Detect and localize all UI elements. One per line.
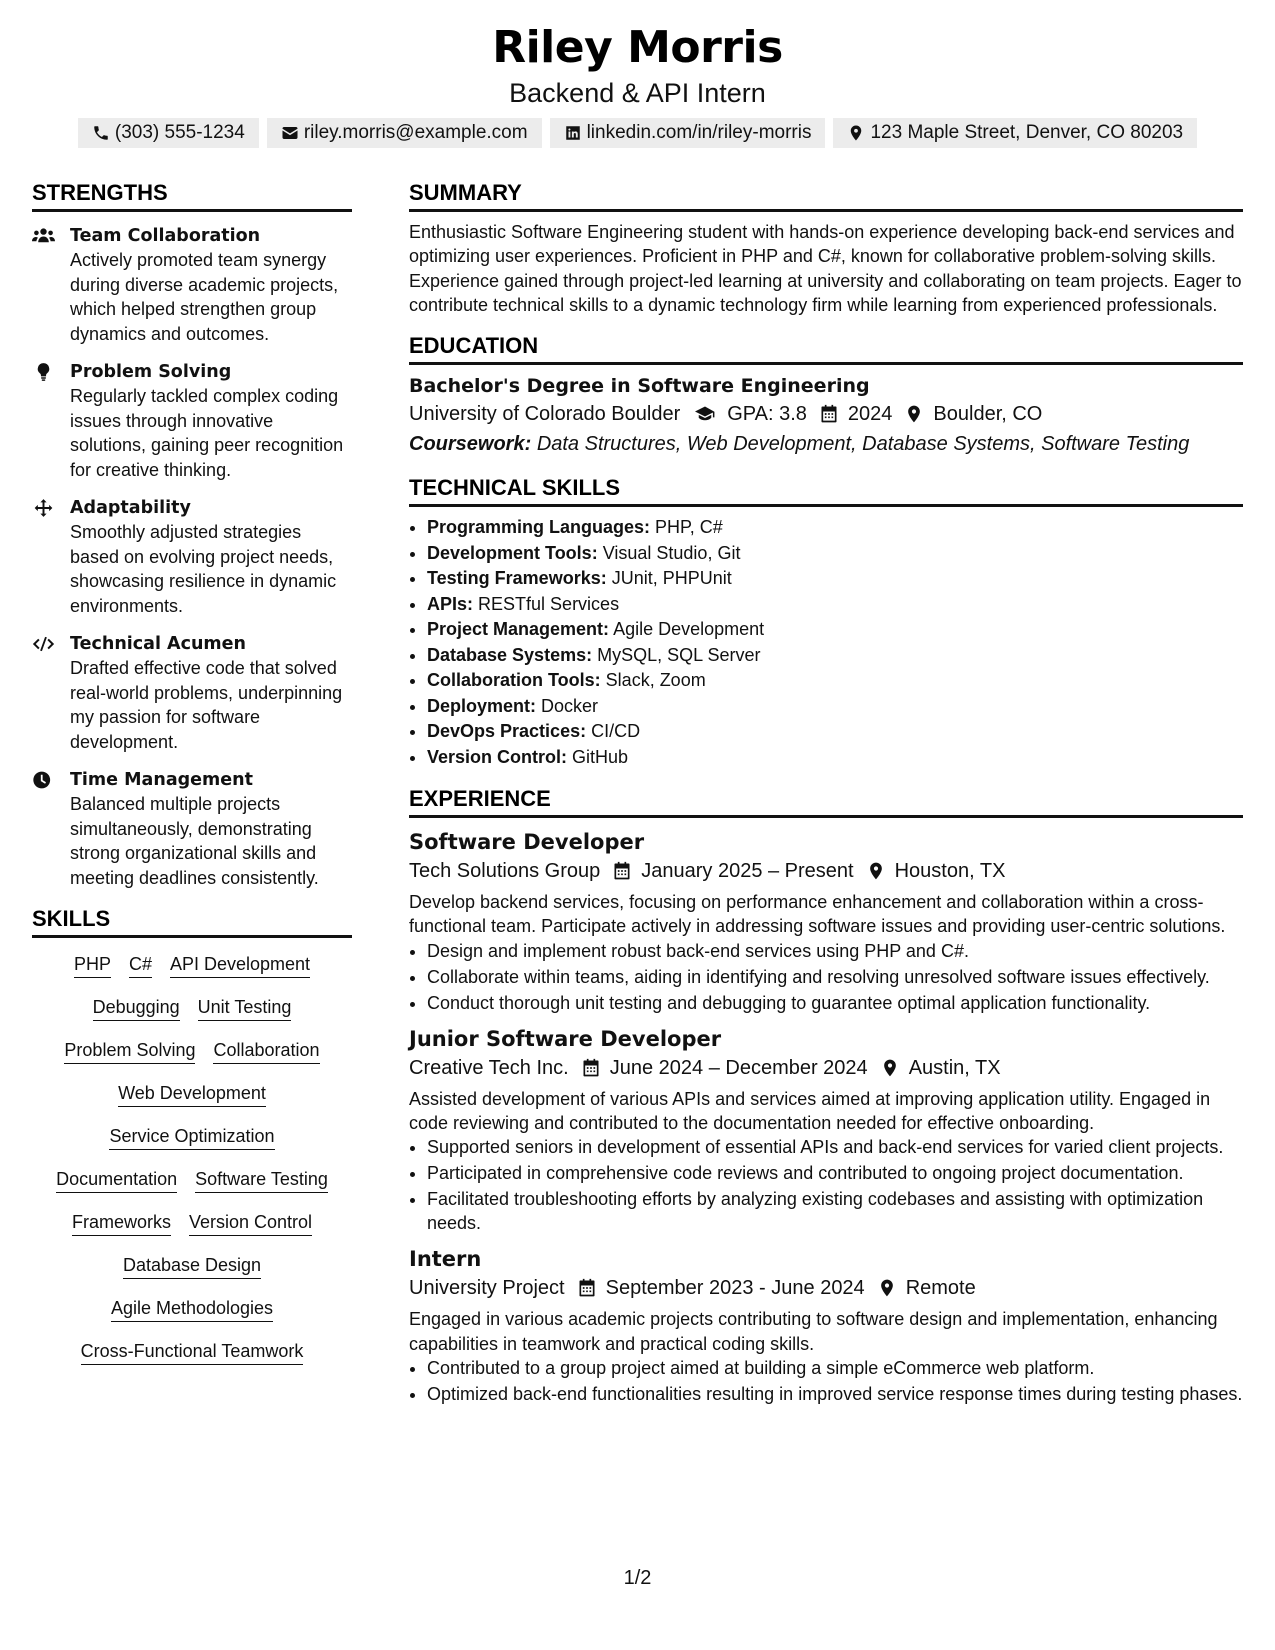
skill-tag: Debugging [93, 995, 180, 1021]
school-location: Boulder, CO [933, 403, 1043, 426]
job-description: Assisted development of various APIs and services aimed at improving application utility. Engaged in code reviewing and contributed to the documentation needed for effective onboarding. [409, 1088, 1211, 1134]
list-item: • Optimized back-end functionalities resulting in improved service response times during testing phases. [427, 1382, 1243, 1406]
phone-icon [92, 124, 110, 142]
location-pin-icon [904, 404, 924, 424]
job-meta [409, 856, 1243, 886]
skill-tag: Unit Testing [198, 995, 292, 1021]
list-item [427, 719, 1243, 745]
list-item: • Contributed to a group project aimed at building a simple eCommerce web platform. [427, 1356, 1243, 1380]
skill-category: Development Tools: [427, 542, 598, 563]
linkedin-icon [564, 124, 582, 142]
calendar-icon [819, 404, 839, 424]
skill-values: GitHub [572, 746, 629, 767]
candidate-role: Backend & API Intern [509, 78, 766, 108]
strength-item [32, 496, 352, 618]
list-item [427, 668, 1243, 694]
skill-tag: Service Optimization [109, 1124, 274, 1150]
strength-item [32, 360, 352, 482]
skill-values: Docker [541, 695, 599, 716]
strength-description: Smoothly adjusted strategies based on evolving project needs, showcasing resilience in dynamic environments. [70, 522, 337, 616]
envelope-icon [281, 124, 299, 142]
list-item [427, 592, 1243, 618]
list-item: • Design and implement robust back-end services using PHP and C#. [427, 939, 1243, 963]
job-dates: June 2024 – December 2024 [609, 1056, 868, 1079]
skill-tag: C# [129, 952, 152, 978]
skill-tag: PHP [74, 952, 111, 978]
experience-heading: EXPERIENCE [409, 784, 1243, 818]
job-title: Software Developer [409, 830, 645, 855]
gpa: GPA: 3.8 [727, 403, 807, 426]
list-item [427, 643, 1243, 669]
skill-tag: Problem Solving [64, 1038, 195, 1064]
job-bullets [409, 939, 1243, 1015]
skills-heading: SKILLS [32, 904, 352, 938]
skill-tag: Software Testing [195, 1167, 328, 1193]
strength-item [32, 768, 352, 890]
calendar-icon [577, 1278, 597, 1298]
skill-values: MySQL, SQL Server [597, 644, 761, 665]
skill-category: Project Management: [427, 619, 610, 640]
skill-values: Visual Studio, Git [602, 542, 741, 563]
strength-title: Technical Acumen [70, 634, 246, 654]
skill-values: PHP, C# [655, 517, 723, 538]
job-bullets [409, 1356, 1243, 1406]
left-column [32, 178, 352, 1382]
skill-tag: API Development [170, 952, 310, 978]
skill-category: Collaboration Tools: [427, 670, 601, 691]
skill-tag: Documentation [56, 1167, 177, 1193]
job-entry [409, 1025, 1243, 1236]
job-title: Intern [409, 1247, 482, 1272]
job-location: Austin, TX [908, 1056, 1001, 1079]
education-heading: EDUCATION [409, 331, 1243, 365]
location-pin-icon [847, 124, 865, 142]
contact-email[interactable] [267, 118, 542, 148]
job-location: Houston, TX [894, 860, 1006, 883]
job-meta [409, 1053, 1243, 1083]
contact-bar [0, 118, 1275, 148]
education-meta [409, 399, 1243, 429]
school-name: University of Colorado Boulder [409, 403, 681, 426]
job-dates: January 2025 – Present [641, 860, 854, 883]
job-meta [409, 1273, 1243, 1303]
job-description: Develop backend services, focusing on performance enhancement and collaboration within a cross-functional team. Participate actively in addressing software issues and providing user-centric solutions. [409, 892, 1226, 937]
location-pin-icon [866, 861, 886, 881]
list-item [427, 541, 1243, 567]
contact-phone-text: (303) 555-1234 [114, 122, 245, 143]
coursework [409, 429, 1243, 459]
list-item [427, 694, 1243, 720]
strength-title: Adaptability [70, 498, 191, 518]
skill-category: Database Systems: [427, 644, 593, 665]
technical-skills-list [409, 515, 1243, 770]
experience-section [409, 784, 1243, 1406]
code-icon [32, 634, 55, 654]
graduation-cap-icon [692, 404, 718, 424]
strength-item [32, 224, 352, 346]
job-bullets [409, 1135, 1243, 1235]
skill-values: CI/CD [591, 721, 641, 742]
strengths-heading: STRENGTHS [32, 178, 352, 212]
strength-item [32, 632, 352, 754]
graduation-year: 2024 [847, 403, 893, 426]
skill-values: JUnit, PHPUnit [611, 568, 732, 589]
skill-tag: Web Development [118, 1081, 266, 1107]
skill-values: Slack, Zoom [605, 670, 706, 691]
coursework-list: Data Structures, Web Development, Database Systems, Software Testing [536, 433, 1190, 456]
company-name: Tech Solutions Group [409, 860, 601, 883]
job-dates: September 2023 - June 2024 [605, 1277, 865, 1300]
list-item: • Participated in comprehensive code reviews and contributed to ongoing project documentation. [427, 1161, 1243, 1185]
contact-address [833, 118, 1197, 148]
job-title: Junior Software Developer [409, 1026, 722, 1051]
summary-text: Enthusiastic Software Engineering student with hands-on experience developing back-end services and optimizing user experiences. Proficient in PHP and C#, known for collaborative problem-solving skills. Experience gained through project-led learning at university and collaborating on team projects. Eager to contribute technical skills to a dynamic technology firm while learning from experienced professionals. [409, 222, 1242, 315]
list-item: • Conduct thorough unit testing and debugging to guarantee optimal application functionality. [427, 991, 1243, 1015]
candidate-name: Riley Morris [492, 22, 783, 73]
strength-description: Actively promoted team synergy during diverse academic projects, which helped strengthen group dynamics and outcomes. [70, 250, 339, 344]
skill-category: Deployment: [427, 695, 537, 716]
location-pin-icon [877, 1278, 897, 1298]
skill-tag: Version Control [189, 1210, 312, 1236]
skill-tag: Database Design [123, 1253, 261, 1279]
location-pin-icon [880, 1058, 900, 1078]
strength-title: Team Collaboration [70, 226, 261, 246]
company-name: University Project [409, 1277, 565, 1300]
education-section [409, 331, 1243, 459]
page-number: 1/2 [623, 1567, 652, 1589]
skill-tag: Collaboration [213, 1038, 319, 1064]
strengths-list [32, 224, 352, 890]
strength-description: Drafted effective code that solved real-world problems, underpinning my passion for software development. [70, 658, 343, 752]
users-icon [32, 226, 55, 246]
job-entry [409, 828, 1243, 1015]
list-item: • Facilitated troubleshooting efforts by analyzing existing codebases and assisting with optimization needs. [427, 1187, 1243, 1235]
skill-tag: Cross-Functional Teamwork [81, 1339, 304, 1365]
list-item: • Collaborate within teams, aiding in identifying and resolving unresolved software issues effectively. [427, 965, 1243, 989]
job-location: Remote [905, 1277, 976, 1300]
skill-tag: Agile Methodologies [111, 1296, 273, 1322]
arrows-move-icon [32, 498, 55, 518]
skill-category: Programming Languages: [427, 517, 651, 538]
calendar-icon [581, 1058, 601, 1078]
technical-skills-heading: TECHNICAL SKILLS [409, 473, 1243, 507]
skill-category: Version Control: [427, 746, 568, 767]
strength-description: Balanced multiple projects simultaneously, demonstrating strong organizational skills and meeting deadlines consistently. [70, 794, 319, 888]
coursework-label: Coursework: [409, 433, 532, 456]
list-item: • Supported seniors in development of essential APIs and back-end services for varied client projects. [427, 1135, 1243, 1159]
technical-skills-section [409, 473, 1243, 770]
contact-address-text: 123 Maple Street, Denver, CO 80203 [870, 122, 1184, 143]
job-entry [409, 1245, 1243, 1406]
skill-category: Testing Frameworks: [427, 568, 607, 589]
list-item [427, 566, 1243, 592]
summary-heading: SUMMARY [409, 178, 1243, 212]
clock-icon [32, 770, 55, 790]
skill-category: DevOps Practices: [427, 721, 587, 742]
contact-email-text: riley.morris@example.com [303, 122, 528, 143]
resume-header [0, 20, 1275, 148]
skill-category: APIs: [427, 593, 474, 614]
list-item [427, 515, 1243, 541]
strength-description: Regularly tackled complex coding issues through innovative solutions, gaining peer recognition for creative thinking. [70, 386, 344, 480]
calendar-icon [612, 861, 632, 881]
lightbulb-icon [32, 362, 55, 382]
list-item [427, 745, 1243, 771]
strength-title: Time Management [70, 770, 253, 790]
right-column [409, 178, 1243, 1408]
skill-values: Agile Development [613, 619, 765, 640]
list-item [427, 617, 1243, 643]
skill-tag: Frameworks [72, 1210, 171, 1236]
job-description: Engaged in various academic projects contributing to software design and implementation, enhancing capabilities in teamwork and practical coding skills. [409, 1309, 1218, 1354]
contact-linkedin[interactable] [550, 118, 826, 148]
skill-values: RESTful Services [478, 593, 620, 614]
company-name: Creative Tech Inc. [409, 1056, 569, 1079]
contact-linkedin-text: linkedin.com/in/riley-morris [586, 122, 812, 143]
contact-phone[interactable] [78, 118, 259, 148]
strength-title: Problem Solving [70, 362, 232, 382]
degree-title: Bachelor's Degree in Software Engineering [409, 375, 870, 398]
skills-cloud [32, 952, 352, 1365]
